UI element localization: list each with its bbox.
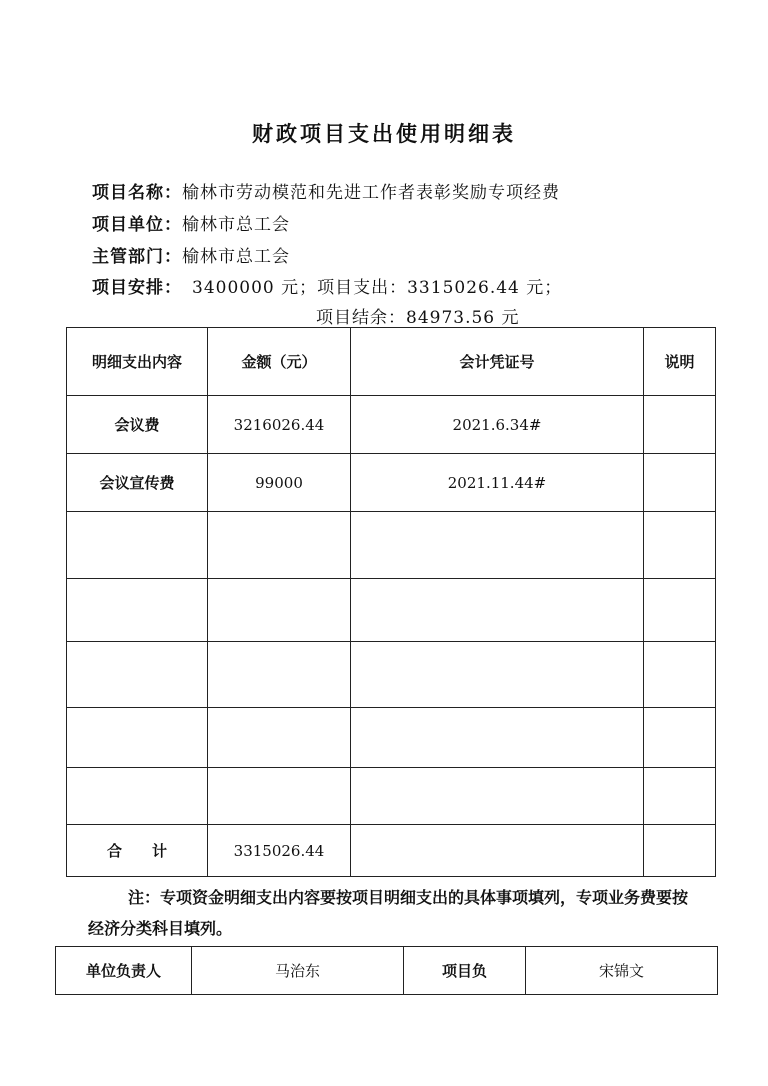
row-remark [644,768,716,825]
table-row [67,512,716,579]
arrangement-value: 3400000 元；项目支出：3315026.44 元； [192,278,563,298]
table-row [67,454,716,512]
project-lead-name: 宋锦文 [526,947,718,995]
header-amount: 金额（元） [208,328,351,396]
row-amount [208,768,351,825]
header-remark: 说明 [644,328,716,396]
table-row [67,396,716,454]
row-content [67,642,208,708]
footnote: 注：专项资金明细支出内容要按项目明细支出的具体事项填列，专项业务费要按经济分类科目填列。 [88,888,689,938]
row-remark [644,642,716,708]
header-voucher: 会计凭证号 [351,328,644,396]
row-content: 会议宣传费 [67,454,208,512]
project-unit-value: 榆林市总工会 [182,215,290,235]
row-amount [208,642,351,708]
signature-table [55,946,718,995]
arrangement-label: 项目安排： [92,278,182,298]
arrangement-line [92,273,562,298]
expense-table [66,327,716,877]
row-voucher [351,512,644,579]
project-name-label: 项目名称： [92,183,182,203]
leader-label: 单位负责人 [56,947,192,995]
row-amount: 99000 [208,454,351,512]
page-title: 财政项目支出使用明细表 [252,122,516,146]
leader-name: 马治东 [192,947,404,995]
row-amount [208,708,351,768]
department-value: 榆林市总工会 [182,247,290,267]
row-remark [644,579,716,642]
table-row [67,708,716,768]
total-row [67,825,716,877]
row-content [67,512,208,579]
balance-value: 项目结余：84973.56 元 [316,308,520,328]
total-voucher [351,825,644,877]
row-content [67,768,208,825]
table-row [67,579,716,642]
row-voucher [351,768,644,825]
balance-line [316,303,520,328]
row-content [67,708,208,768]
row-voucher [351,579,644,642]
project-lead-label: 项目负 [404,947,526,995]
project-name-line [92,178,560,203]
row-remark [644,396,716,454]
row-amount [208,512,351,579]
total-label: 合 计 [67,825,208,877]
header-content: 明细支出内容 [67,328,208,396]
row-amount [208,579,351,642]
row-remark [644,512,716,579]
row-voucher: 2021.11.44# [351,454,644,512]
row-content: 会议费 [67,396,208,454]
row-voucher: 2021.6.34# [351,396,644,454]
project-name-value: 榆林市劳动模范和先进工作者表彰奖励专项经费 [182,183,560,203]
department-label: 主管部门： [92,247,182,267]
project-unit-label: 项目单位： [92,215,182,235]
row-remark [644,454,716,512]
row-content [67,579,208,642]
total-amount: 3315026.44 [208,825,351,877]
department-line [92,242,290,267]
total-remark [644,825,716,877]
project-unit-line [92,210,290,235]
table-row [67,642,716,708]
row-amount: 3216026.44 [208,396,351,454]
row-remark [644,708,716,768]
row-voucher [351,708,644,768]
table-header-row [67,328,716,396]
table-row [67,768,716,825]
row-voucher [351,642,644,708]
